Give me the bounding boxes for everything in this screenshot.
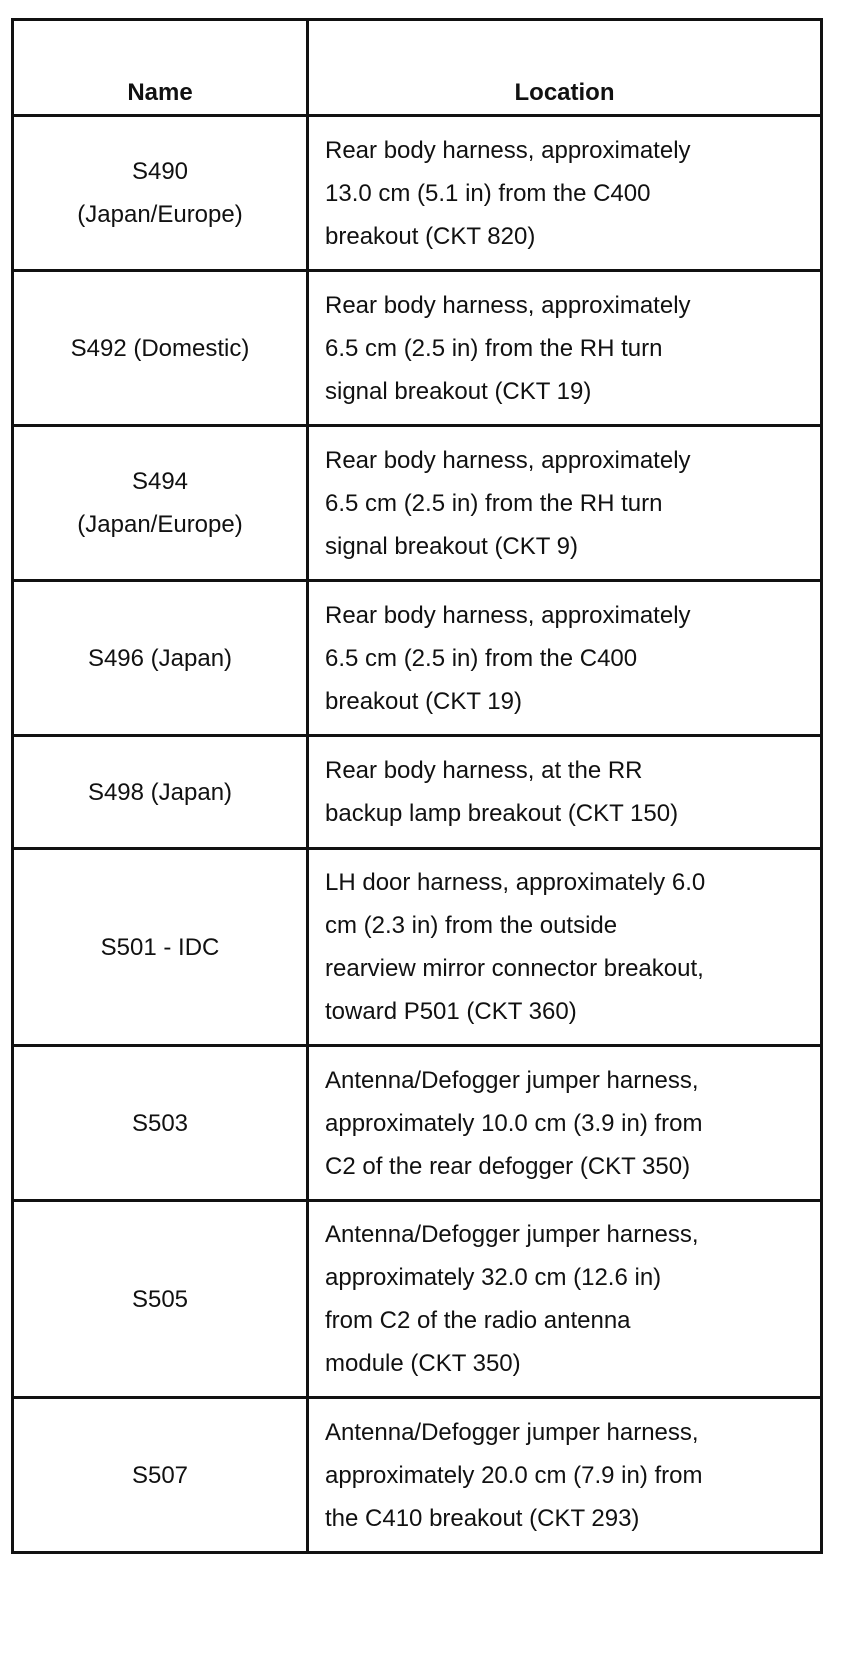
table-row: [13, 271, 822, 426]
splice-name-line: S496 (Japan): [87, 644, 233, 672]
table-row: [13, 426, 822, 581]
splice-location-line: Rear body harness, approximately: [325, 601, 691, 629]
splice-location-cell: [308, 271, 822, 426]
splice-name-line: S494: [131, 468, 189, 495]
splice-location-line: 6.5 cm (2.5 in) from the RH turn: [325, 489, 663, 517]
table-row: [13, 1398, 822, 1553]
table-row: [13, 581, 822, 736]
splice-name-cell: [13, 426, 308, 581]
table-row: [13, 1201, 822, 1398]
splice-name-cell: [13, 581, 308, 736]
splice-location-line: toward P501 (CKT 360): [325, 998, 577, 1025]
splice-location-line: the C410 breakout (CKT 293): [325, 1504, 640, 1532]
splice-location-table: [11, 18, 823, 1554]
splice-name-line: S501 - IDC: [100, 933, 220, 961]
splice-name-cell: [13, 1201, 308, 1398]
splice-location-cell: [308, 581, 822, 736]
splice-location-line: Rear body harness, approximately: [325, 136, 691, 164]
splice-location-line: approximately 32.0 cm (12.6 in): [325, 1264, 662, 1291]
splice-location-cell: [308, 736, 822, 849]
splice-location-cell: [308, 426, 822, 581]
splice-name-cell: [13, 736, 308, 849]
splice-location-cell: [308, 116, 822, 271]
splice-location-line: Rear body harness, at the RR: [325, 757, 643, 784]
splice-location-line: breakout (CKT 19): [325, 687, 522, 715]
table-row: [13, 1046, 822, 1201]
table-row: [13, 116, 822, 271]
splice-name-line: S498 (Japan): [87, 778, 233, 806]
splice-name-line: S490: [131, 158, 189, 185]
splice-location-line: approximately 10.0 cm (3.9 in) from: [325, 1109, 703, 1137]
table-row: [13, 736, 822, 849]
splice-location-line: C2 of the rear defogger (CKT 350): [325, 1152, 691, 1180]
splice-name-line: (Japan/Europe): [77, 201, 243, 228]
table-body: [13, 116, 822, 1553]
splice-location-table-container: [11, 18, 820, 1554]
splice-location-line: cm (2.3 in) from the outside: [325, 912, 618, 939]
table-header-row: [13, 20, 822, 116]
splice-location-line: signal breakout (CKT 19): [325, 377, 592, 405]
column-header-name: Name: [13, 20, 308, 116]
splice-location-cell: [308, 849, 822, 1046]
splice-name-line: S505: [131, 1285, 189, 1313]
splice-name-cell: [13, 849, 308, 1046]
splice-location-line: Antenna/Defogger jumper harness,: [325, 1418, 699, 1446]
splice-location-line: from C2 of the radio antenna: [325, 1307, 631, 1334]
column-header-location: Location: [308, 20, 822, 116]
splice-location-line: signal breakout (CKT 9): [325, 532, 579, 560]
splice-location-line: approximately 20.0 cm (7.9 in) from: [325, 1461, 703, 1489]
splice-location-line: rearview mirror connector breakout,: [325, 955, 704, 982]
splice-location-line: 6.5 cm (2.5 in) from the RH turn: [325, 334, 663, 362]
splice-location-cell: [308, 1398, 822, 1553]
splice-location-line: 6.5 cm (2.5 in) from the C400: [325, 644, 638, 672]
splice-name-cell: [13, 271, 308, 426]
splice-location-line: Antenna/Defogger jumper harness,: [325, 1066, 699, 1094]
splice-location-line: Antenna/Defogger jumper harness,: [325, 1221, 699, 1248]
splice-name-cell: [13, 1398, 308, 1553]
splice-name-line: S503: [131, 1109, 189, 1137]
splice-name-line: S492 (Domestic): [70, 334, 250, 362]
splice-location-line: Rear body harness, approximately: [325, 291, 691, 319]
splice-location-line: backup lamp breakout (CKT 150): [325, 800, 679, 827]
splice-name-line: S507: [131, 1461, 189, 1489]
splice-location-line: breakout (CKT 820): [325, 222, 536, 250]
splice-location-line: LH door harness, approximately 6.0: [325, 869, 706, 896]
splice-name-cell: [13, 116, 308, 271]
splice-location-line: Rear body harness, approximately: [325, 446, 691, 474]
splice-name-cell: [13, 1046, 308, 1201]
splice-location-cell: [308, 1201, 822, 1398]
splice-name-line: (Japan/Europe): [77, 511, 243, 538]
splice-location-line: module (CKT 350): [325, 1350, 521, 1377]
splice-location-line: 13.0 cm (5.1 in) from the C400: [325, 179, 651, 207]
table-row: [13, 849, 822, 1046]
splice-location-cell: [308, 1046, 822, 1201]
